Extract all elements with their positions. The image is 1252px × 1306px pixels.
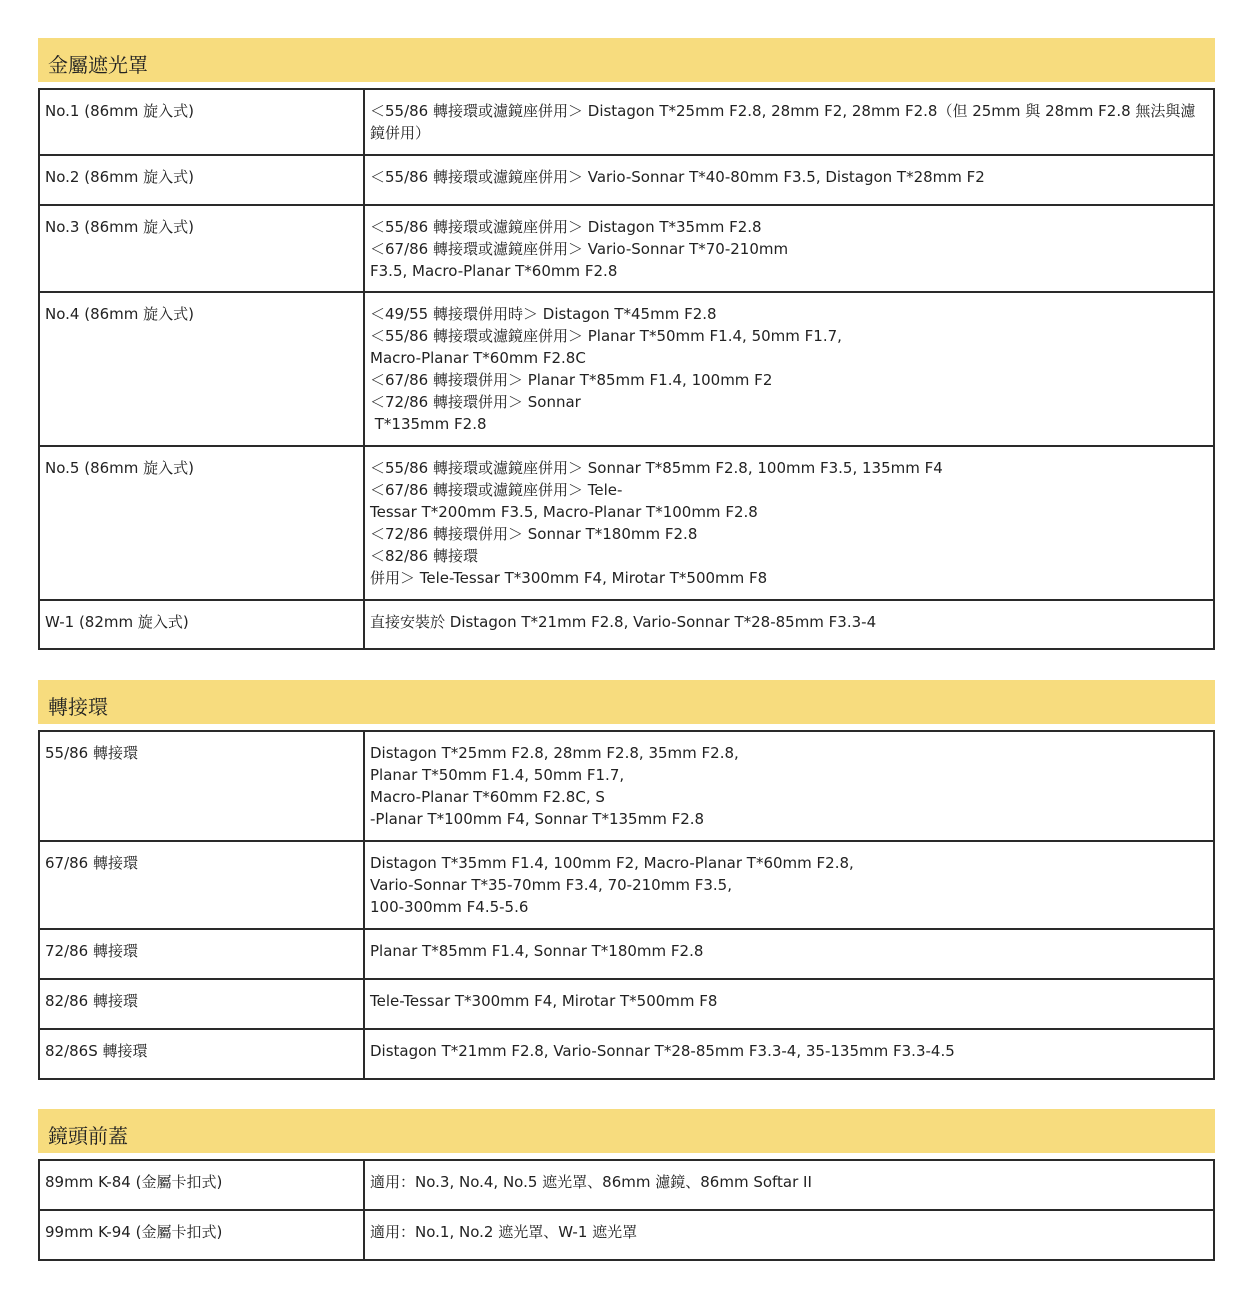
compat-line: Vario-Sonnar T*35-70mm F3.4, 70-210mm F3.5,	[370, 876, 732, 894]
item-name: No.1 (86mm 旋入式)	[39, 89, 364, 155]
compat-line: Planar T*85mm F1.4, Sonnar T*180mm F2.8	[370, 942, 704, 960]
item-name: No.2 (86mm 旋入式)	[39, 155, 364, 205]
adapter-rings-table	[38, 730, 1215, 1080]
compat-line: 鏡併用）	[370, 124, 431, 142]
compat-line: T*135mm F2.8	[370, 415, 487, 433]
compat-line: ＜67/86 轉接環或濾鏡座併用＞ Tele-	[370, 481, 623, 499]
item-compatibility	[364, 929, 1214, 979]
item-compatibility	[364, 155, 1214, 205]
compat-line: Distagon T*25mm F2.8, 28mm F2.8, 35mm F2.8,	[370, 744, 739, 762]
compat-line: Distagon T*21mm F2.8, Vario-Sonnar T*28-85mm F3.3-4, 35-135mm F3.3-4.5	[370, 1042, 955, 1060]
compat-line: Tessar T*200mm F3.5, Macro-Planar T*100mm F2.8	[370, 503, 758, 521]
table-row	[39, 600, 1214, 649]
compat-line: ＜67/86 轉接環或濾鏡座併用＞ Vario-Sonnar T*70-210mm	[370, 240, 789, 258]
table-row	[39, 155, 1214, 205]
table-row	[39, 929, 1214, 979]
item-compatibility	[364, 841, 1214, 929]
item-compatibility	[364, 600, 1214, 649]
compat-line: Tele-Tessar T*300mm F4, Mirotar T*500mm F8	[370, 992, 718, 1010]
table-row	[39, 979, 1214, 1029]
item-compatibility	[364, 1029, 1214, 1079]
compat-line: ＜72/86 轉接環併用＞ Sonnar T*180mm F2.8	[370, 525, 698, 543]
compat-line: ＜82/86 轉接環	[370, 547, 478, 565]
item-compatibility	[364, 1210, 1214, 1260]
table-row	[39, 89, 1214, 155]
item-compatibility	[364, 205, 1214, 292]
section-front-lens-caps	[38, 1109, 1215, 1261]
item-compatibility	[364, 89, 1214, 155]
compat-line: Macro-Planar T*60mm F2.8C, S	[370, 788, 605, 806]
table-row	[39, 446, 1214, 600]
compat-line: ＜55/86 轉接環或濾鏡座併用＞ Vario-Sonnar T*40-80mm F3.5, Distagon T*28mm F2	[370, 168, 985, 186]
compat-line: ＜49/55 轉接環併用時＞ Distagon T*45mm F2.8	[370, 305, 717, 323]
compat-line: F3.5, Macro-Planar T*60mm F2.8	[370, 262, 618, 280]
item-compatibility	[364, 292, 1214, 446]
item-compatibility	[364, 446, 1214, 600]
item-name: 55/86 轉接環	[39, 731, 364, 841]
item-name: 72/86 轉接環	[39, 929, 364, 979]
section-title: 鏡頭前蓋	[38, 1109, 1215, 1153]
compat-line: -Planar T*100mm F4, Sonnar T*135mm F2.8	[370, 810, 705, 828]
table-row	[39, 1029, 1214, 1079]
compat-line: 併用＞ Tele-Tessar T*300mm F4, Mirotar T*500mm F8	[370, 569, 768, 587]
table-row	[39, 1210, 1214, 1260]
metal-lens-hoods-table	[38, 88, 1215, 650]
compat-line: Macro-Planar T*60mm F2.8C	[370, 349, 586, 367]
item-name: 99mm K-94 (金屬卡扣式)	[39, 1210, 364, 1260]
compat-line: ＜72/86 轉接環併用＞ Sonnar	[370, 393, 581, 411]
item-name: 67/86 轉接環	[39, 841, 364, 929]
section-metal-lens-hoods	[38, 38, 1215, 650]
compat-line: 適用：No.3, No.4, No.5 遮光罩、86mm 濾鏡、86mm Softar II	[370, 1173, 812, 1191]
compat-line: Distagon T*35mm F1.4, 100mm F2, Macro-Planar T*60mm F2.8,	[370, 854, 854, 872]
compat-line: ＜55/86 轉接環或濾鏡座併用＞ Distagon T*25mm F2.8, 28mm F2, 28mm F2.8（但 25mm 與 28mm F2.8 無法與濾	[370, 102, 1196, 120]
item-name: No.5 (86mm 旋入式)	[39, 446, 364, 600]
item-name: 82/86 轉接環	[39, 979, 364, 1029]
compat-line: 100-300mm F4.5-5.6	[370, 898, 529, 916]
item-name: No.4 (86mm 旋入式)	[39, 292, 364, 446]
section-title: 轉接環	[38, 680, 1215, 724]
compat-line: Planar T*50mm F1.4, 50mm F1.7,	[370, 766, 625, 784]
item-name: 82/86S 轉接環	[39, 1029, 364, 1079]
compat-line: ＜55/86 轉接環或濾鏡座併用＞ Distagon T*35mm F2.8	[370, 218, 762, 236]
section-adapter-rings	[38, 680, 1215, 1080]
item-name: W-1 (82mm 旋入式)	[39, 600, 364, 649]
compat-line: ＜67/86 轉接環併用＞ Planar T*85mm F1.4, 100mm F2	[370, 371, 773, 389]
item-compatibility	[364, 979, 1214, 1029]
compat-line: ＜55/86 轉接環或濾鏡座併用＞ Sonnar T*85mm F2.8, 100mm F3.5, 135mm F4	[370, 459, 943, 477]
compat-line: 適用：No.1, No.2 遮光罩、W-1 遮光罩	[370, 1223, 638, 1241]
item-compatibility	[364, 1160, 1214, 1210]
item-name: No.3 (86mm 旋入式)	[39, 205, 364, 292]
item-name: 89mm K-84 (金屬卡扣式)	[39, 1160, 364, 1210]
table-row	[39, 1160, 1214, 1210]
compat-line: ＜55/86 轉接環或濾鏡座併用＞ Planar T*50mm F1.4, 50mm F1.7,	[370, 327, 842, 345]
table-row	[39, 731, 1214, 841]
front-lens-caps-table	[38, 1159, 1215, 1261]
section-title: 金屬遮光罩	[38, 38, 1215, 82]
item-compatibility	[364, 731, 1214, 841]
table-row	[39, 841, 1214, 929]
table-row	[39, 292, 1214, 446]
compat-line: 直接安裝於 Distagon T*21mm F2.8, Vario-Sonnar T*28-85mm F3.3-4	[370, 613, 877, 631]
table-row	[39, 205, 1214, 292]
